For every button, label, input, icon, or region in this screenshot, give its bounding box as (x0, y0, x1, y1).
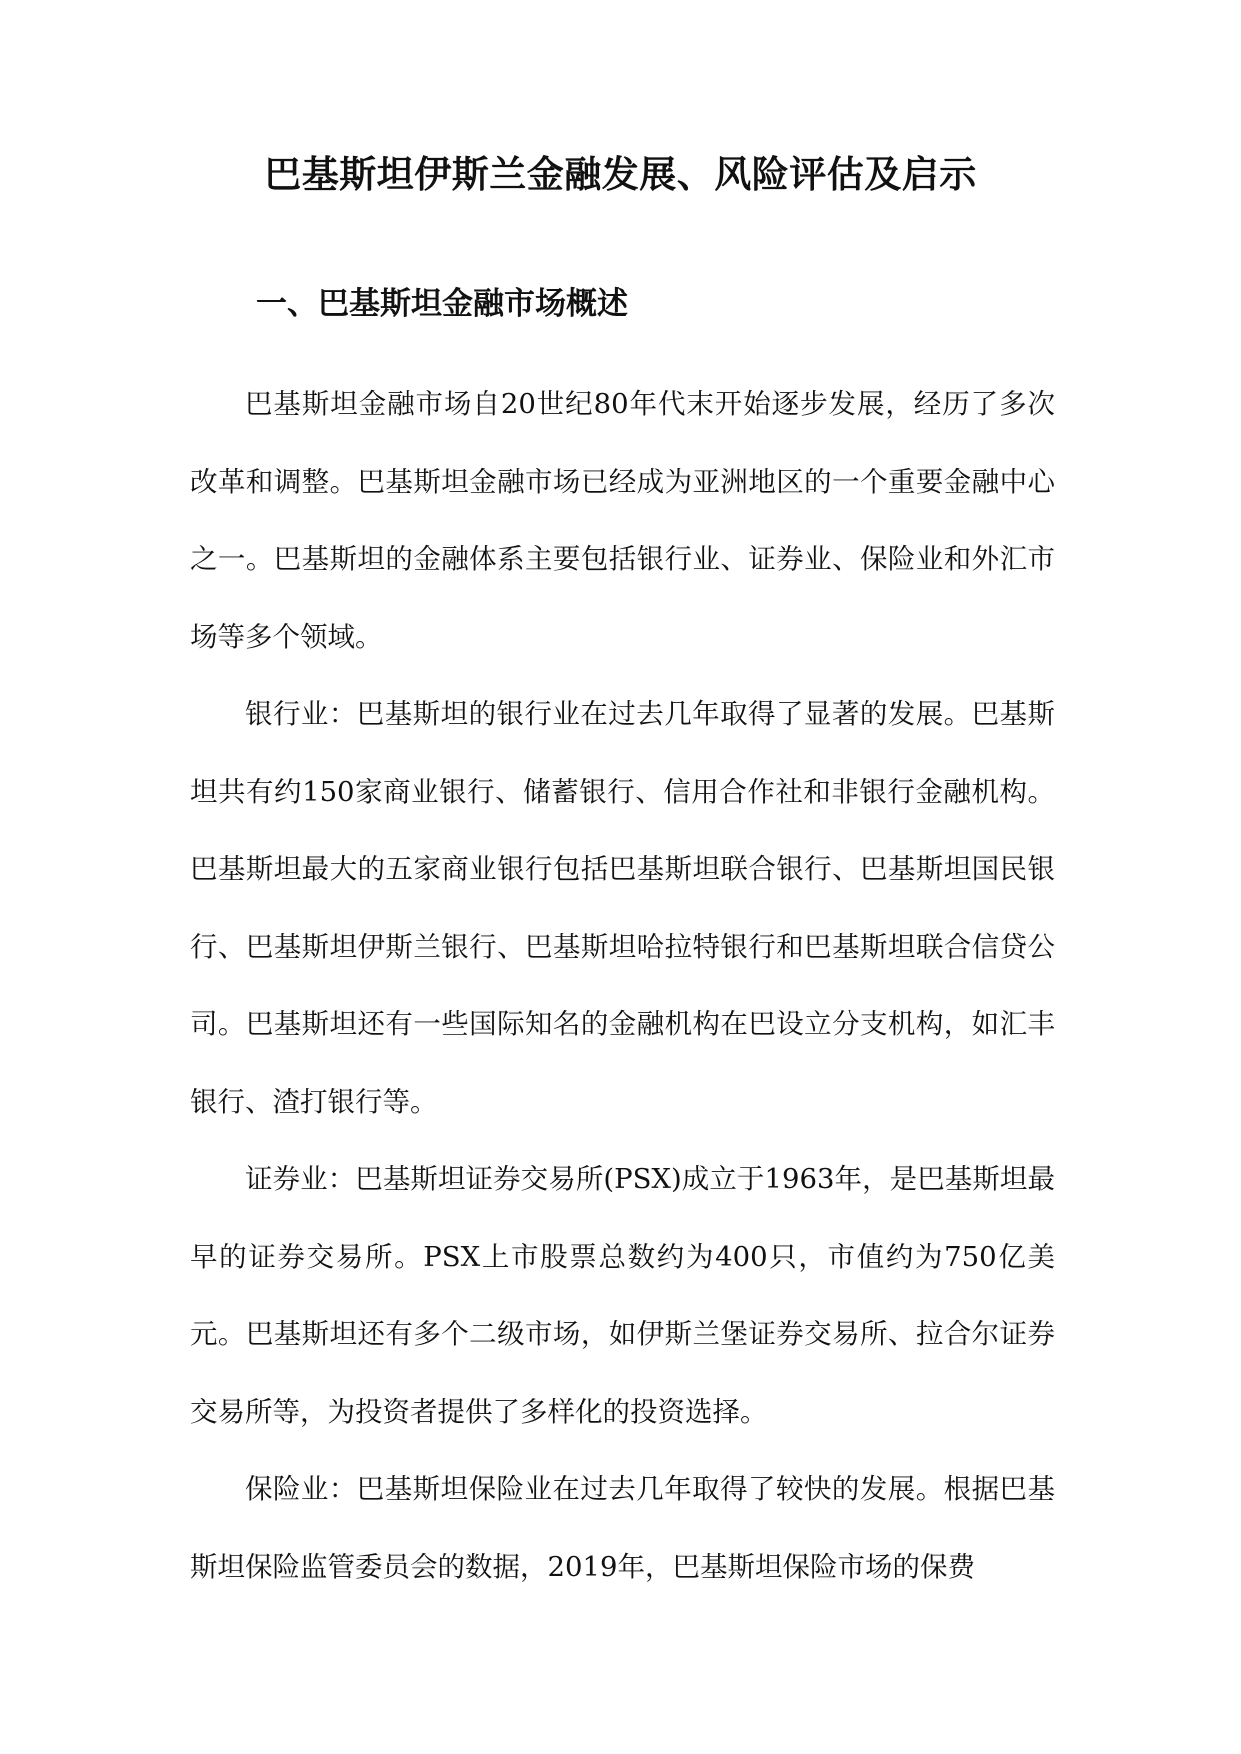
paragraph-overview: 巴基斯坦金融市场自20世纪80年代末开始逐步发展，经历了多次改革和调整。巴基斯坦金融市场已经成为亚洲地区的一个重要金融中心之一。巴基斯坦的金融体系主要包括银行业、证券业、保险业和外汇市场等多个领域。 (190, 388, 1055, 653)
paragraph-insurance: 保险业：巴基斯坦保险业在过去几年取得了较快的发展。根据巴基斯坦保险监管委员会的数据，2019年，巴基斯坦保险市场的保费 (190, 1473, 1055, 1583)
paragraph-securities: 证券业：巴基斯坦证券交易所(PSX)成立于1963年，是巴基斯坦最早的证券交易所。PSX上市股票总数约为400只，市值约为750亿美元。巴基斯坦还有多个二级市场，如伊斯兰堡证券交易所、拉合尔证券交易所等，为投资者提供了多样化的投资选择。 (190, 1163, 1055, 1428)
section-heading: 一、巴基斯坦金融市场概述 (256, 286, 628, 322)
section-body (190, 366, 1055, 1606)
paragraph-banking: 银行业：巴基斯坦的银行业在过去几年取得了显著的发展。巴基斯坦共有约150家商业银行、储蓄银行、信用合作社和非银行金融机构。巴基斯坦最大的五家商业银行包括巴基斯坦联合银行、巴基斯坦国民银行、巴基斯坦伊斯兰银行、巴基斯坦哈拉特银行和巴基斯坦联合信贷公司。巴基斯坦还有一些国际知名的金融机构在巴设立分支机构，如汇丰银行、渣打银行等。 (190, 698, 1055, 1118)
document-title: 巴基斯坦伊斯兰金融发展、风险评估及启示 (264, 153, 977, 196)
